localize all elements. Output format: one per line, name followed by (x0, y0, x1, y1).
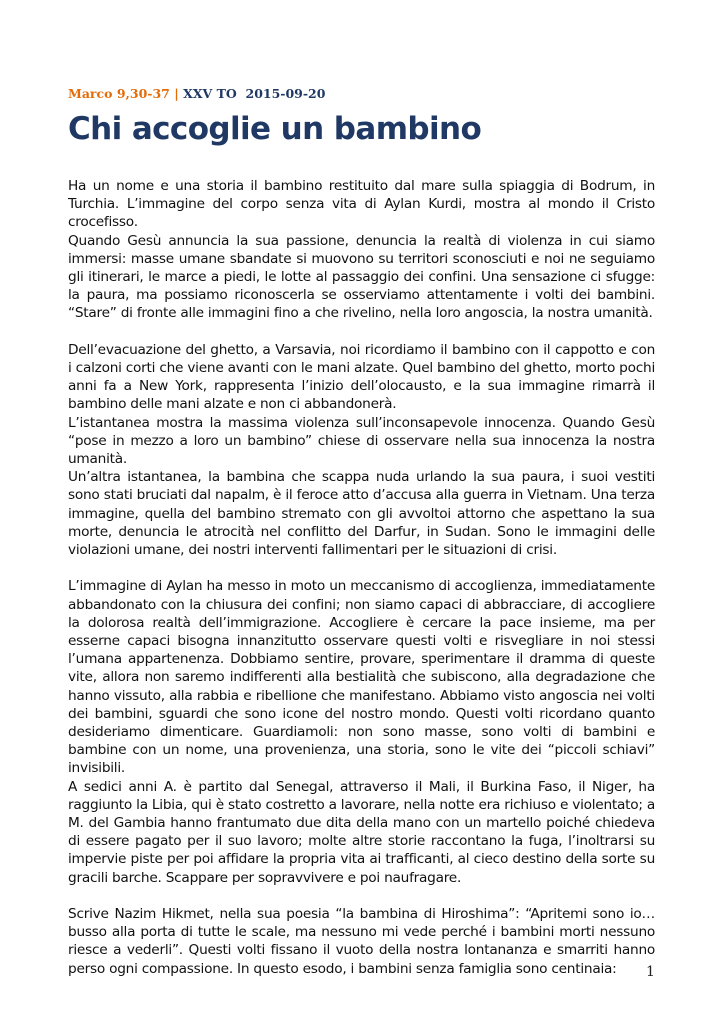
paragraph: Dell’evacuazione del ghetto, a Varsavia, noi ricordiamo il bambino con il cappotto e con i calzoni corti che viene avanti con le mani alzate. Quel bambino del ghetto, morto pochi anni fa a New York, rappresenta l’inizio dell’olocausto, e la sua immagine rimarrà il bambino delle mani alzate e non ci abbandonerà. (68, 341, 655, 413)
header-date: 2015-09-20 (245, 86, 326, 101)
gospel-reference: Marco 9,30-37 (68, 86, 170, 101)
paragraph: A sedici anni A. è partito dal Senegal, attraverso il Mali, il Burkina Faso, il Niger, ha raggiunto la Libia, qui è stato costretto a lavorare, nella notte era richiuso e violentato; a M. del Gambia hanno frantumato due dita della mano con un martello poiché chiedeva di essere pagato per il suo lavoro; molte altre storie raccontano la fuga, l’inoltrarsi su impervie piste per poi affidare la propria vita ai trafficanti, al cieco destino della sorte su gracili barche. Scappare per sopravvivere e poi naufragare. (68, 778, 655, 886)
paragraph: Ha un nome e una storia il bambino restituito dal mare sulla spiaggia di Bodrum, in Turchia. L’immagine del corpo senza vita di Aylan Kurdi, mostra al mondo il Cristo crocefisso. (68, 178, 655, 231)
header-line (68, 86, 325, 101)
paragraph: L’immagine di Aylan ha messo in moto un meccanismo di accoglienza, immediatamente abbandonato con la chiusura dei confini; non siamo capaci di abbracciare, di accogliere la dolorosa realtà dell’immigrazione. Accogliere è cercare la pace insieme, ma per esserne capaci bisogna innanzitutto osservare questi volti e risvegliare in noi stessi l’umana appartenenza. Dobbiamo sentire, provare, sperimentare il dramma di queste vite, allora non saremo indifferenti alla bestialità che subiscono, alla degradazione che hanno vissuto, alla rabbia e ribellione che manifestano. Abbiamo visto angoscia nei volti dei bambini, sguardi che sono icone del nostro mondo. Questi volti ricordano quanto desideriamo dimenticare. Guardiamoli: non sono masse, sono volti di bambini e bambine con un nome, una provenienza, una storia, sono le vite dei “piccoli schiavi” invisibili. (68, 578, 655, 777)
paragraph: Scrive Nazim Hikmet, nella sua poesia “la bambina di Hiroshima”: “Apritemi sono io… busso alla porta di tutte le scale, ma nessuno mi vede perché i bambini morti nessuno riesce a vederli”. Questi volti fissano il vuoto della nostra lontananza e smarriti hanno perso ogni compassione. In questo esodo, i bambini senza famiglia sono centinaia: (68, 906, 655, 977)
page-number: 1 (646, 964, 655, 980)
liturgical-sunday: XXV TO (183, 86, 237, 101)
paragraph: Un’altra istantanea, la bambina che scappa nuda urlando la sua paura, i suoi vestiti sono stati bruciati dal napalm, è il feroce atto d’accusa alla guerra in Vietnam. Una terza immagine, quella del bambino stremato con gli avvoltoi attorno che aspettano la sua morte, denuncia le atrocità nel conflitto del Darfur, in Sudan. Sono le immagini delle violazioni umane, dei nostri interventi fallimentari per le situazioni di crisi. (68, 469, 655, 559)
header-separator: | (174, 86, 179, 101)
document-title: Chi accoglie un bambino (68, 111, 482, 147)
paragraph: Quando Gesù annuncia la sua passione, denuncia la realtà di violenza in cui siamo immersi: masse umane sbandate si muovono su territori sconosciuti e noi ne seguiamo gli itinerari, le marce a piedi, le lotte al passaggio dei confini. Una sensazione ci sfugge: la paura, ma possiamo riconoscerla se osserviamo attentamente i volti dei bambini. “Stare” di fronte alle immagini fino a che rivelino, nella loro angoscia, la nostra umanità. (68, 232, 655, 322)
paragraph: L’istantanea mostra la massima violenza sull’inconsapevole innocenza. Quando Gesù “pose in mezzo a loro un bambino” chiese di osservare nella sua innocenza la nostra umanità. (68, 414, 655, 468)
document-body (68, 177, 655, 978)
